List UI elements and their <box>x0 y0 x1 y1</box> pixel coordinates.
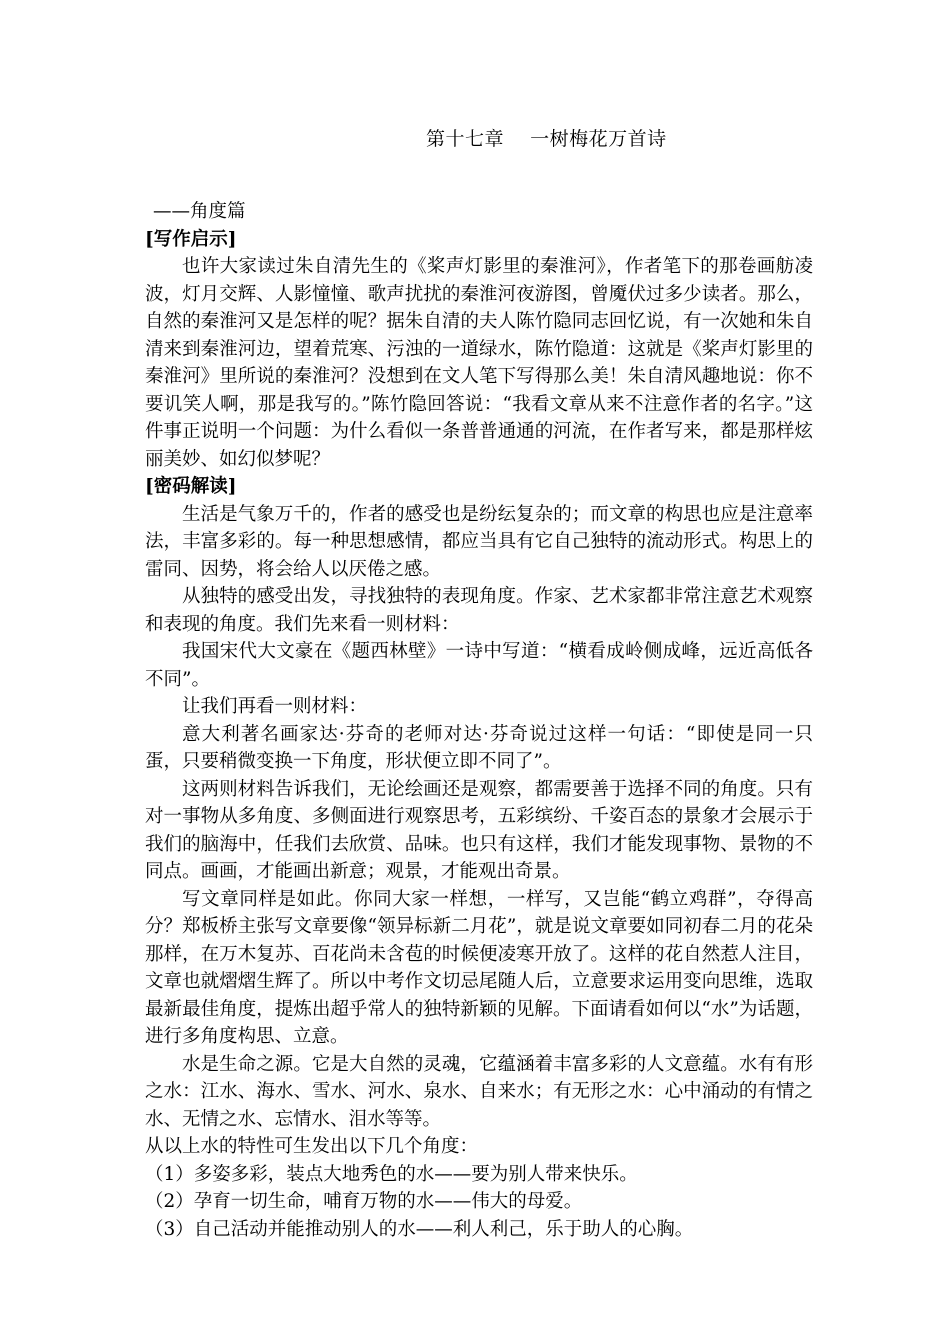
chapter-title: 第十七章 一树梅花万首诗 <box>426 128 667 150</box>
paragraph: 我国宋代大文豪在《题西林壁》一诗中写道：“横看成岭侧成峰，远近高低各不同”。 <box>145 641 813 690</box>
section-heading-code-interpretation: [密码解读] <box>145 476 237 497</box>
document-body <box>145 198 813 1243</box>
paragraph: 意大利著名画家达·芬奇的老师对达·芬奇说过这样一句话：“即使是同一只蛋，只要稍微变换一下角度，形状便立即不同了”。 <box>145 723 813 772</box>
paragraph: 从独特的感受出发，寻找独特的表现角度。作家、艺术家都非常注意艺术观察和表现的角度。我们先来看一则材料： <box>145 586 813 635</box>
paragraph: 让我们再看一则材料： <box>182 696 368 717</box>
paragraph: 也许大家读过朱自清先生的《桨声灯影里的秦淮河》，作者笔下的那卷画舫凌波，灯月交辉、人影憧憧、歌声扰扰的秦淮河夜游图，曾魇伏过多少读者。那么，自然的秦淮河又是怎样的呢？据朱自清的夫人陈竹隐同志回忆说，有一次她和朱自清来到秦淮河边，望着荒寒、污浊的一道绿水，陈竹隐道：这就是《桨声灯影里的秦淮河》里所说的秦淮河？没想到在文人笔下写得那么美！朱自清风趣地说：你不要讥笑人啊，那是我写的。”陈竹隐回答说：“我看文章从来不注意作者的名字。”这件事正说明一个问题：为什么看似一条普普通通的河流，在作者写来，都是那样炫丽美妙、如幻似梦呢？ <box>145 256 813 470</box>
paragraph: 这两则材料告诉我们，无论绘画还是观察，都需要善于选择不同的角度。只有对一事物从多角度、多侧面进行观察思考，五彩缤纷、千姿百态的景象才会展示于我们的脑海中，任我们去欣赏、品味。也只有这样，我们才能发现事物、景物的不同点。画画，才能画出新意；观景，才能观出奇景。 <box>145 778 813 882</box>
chapter-subtitle: ——角度篇 <box>153 201 246 222</box>
list-item: （2）孕育一切生命，哺育万物的水——伟大的母爱。 <box>145 1191 583 1212</box>
paragraph: 生活是气象万千的，作者的感受也是纷纭复杂的；而文章的构思也应是注意率法，丰富多彩的。每一种思想感情，都应当具有它自己独特的流动形式。构思上的雷同、因势，将会给人以厌倦之感。 <box>145 503 813 580</box>
list-item: （3）自己活动并能推动别人的水——利人利己，乐于助人的心胸。 <box>145 1218 694 1240</box>
list-item: （1）多姿多彩，装点大地秀色的水——要为别人带来快乐。 <box>145 1163 638 1185</box>
section-heading-writing-inspiration: [写作启示] <box>145 228 237 250</box>
paragraph: 水是生命之源。它是大自然的灵魂，它蕴涵着丰富多彩的人文意蕴。水有有形之水：江水、海水、雪水、河水、泉水、自来水；有无形之水：心中涌动的有情之水、无情之水、忘情水、泪水等等。 <box>145 1053 813 1130</box>
list-intro: 从以上水的特性可生发出以下几个角度： <box>145 1136 479 1157</box>
paragraph: 写文章同样是如此。你同大家一样想，一样写，又岂能“鹤立鸡群”，夺得高分？郑板桥主张写文章要像“领异标新二月花”，就是说文章要如同初春二月的花朵那样，在万木复苏、百花尚未含苞的时候便凌寒开放了。这样的花自然惹人注目，文章也就熠熠生辉了。所以中考作文切忌尾随人后，立意要求运用变向思维，选取最新最佳角度，提炼出超乎常人的独特新颖的见解。下面请看如何以“水”为话题，进行多角度构思、立意。 <box>145 888 813 1047</box>
